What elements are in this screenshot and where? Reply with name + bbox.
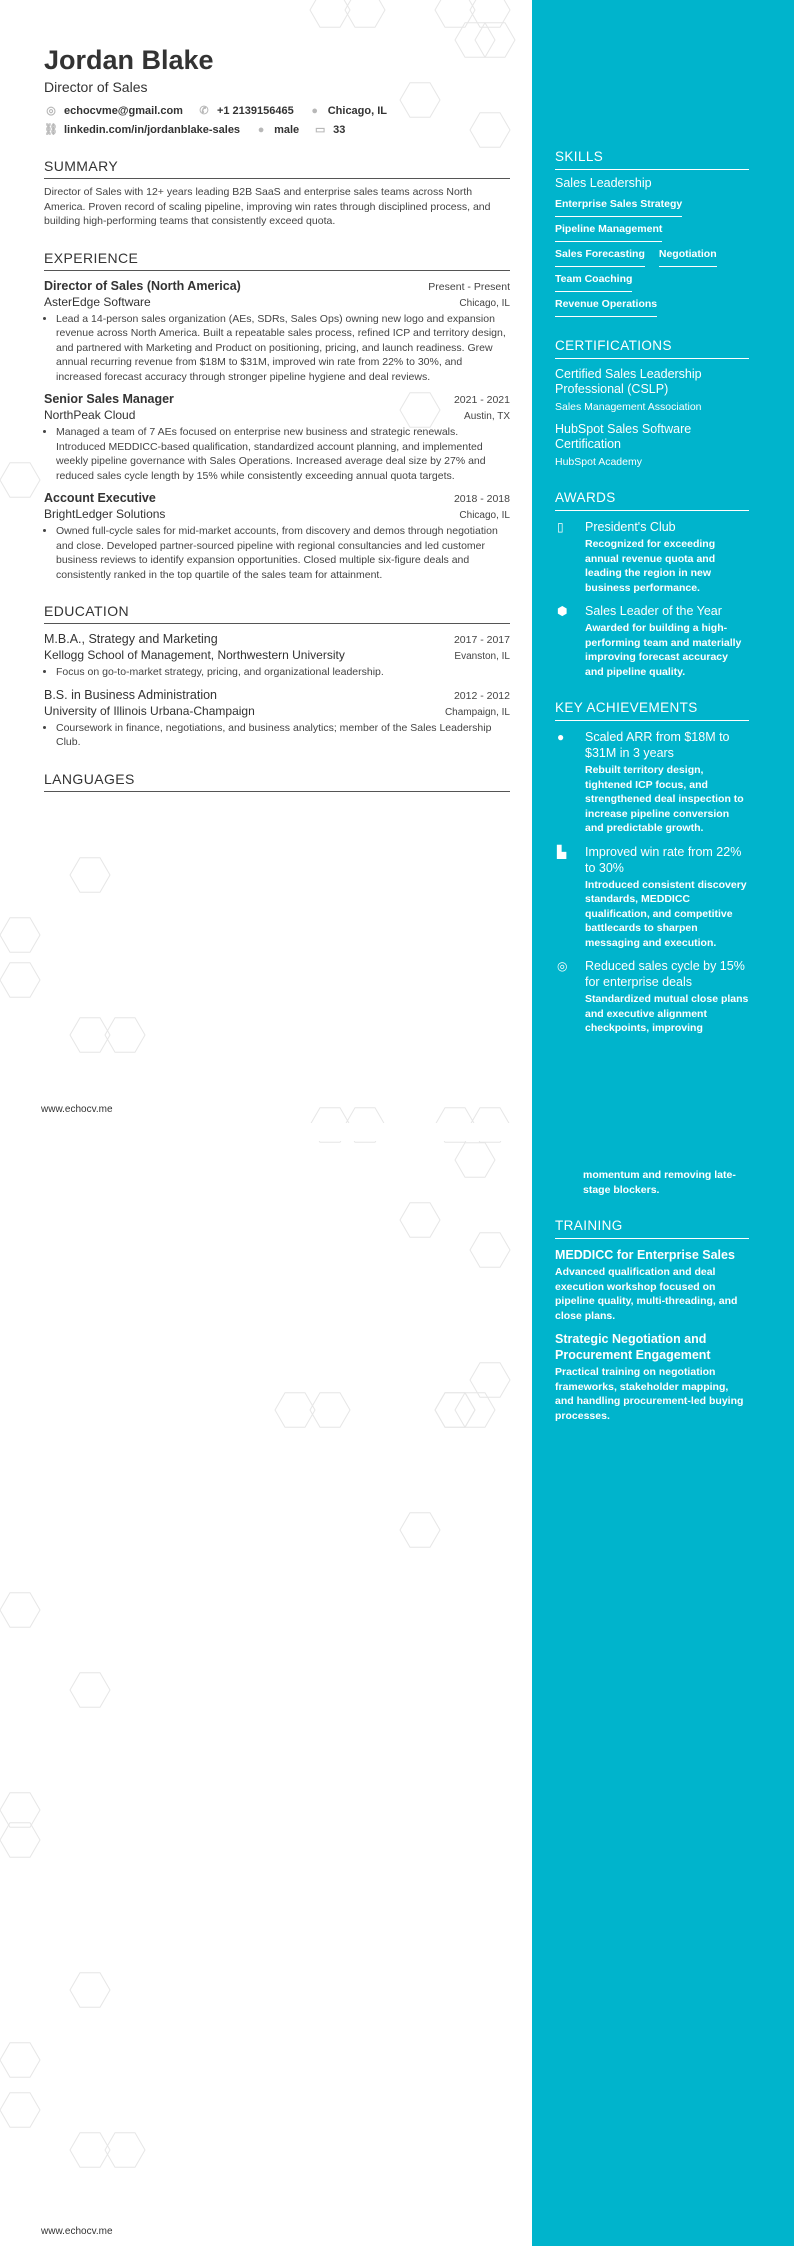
experience-list xyxy=(44,279,510,583)
awards-title: President's Club xyxy=(585,520,676,534)
experience-entry xyxy=(44,392,510,483)
entry-bullet: • Lead a 14-person sales organization (AEs, SDRs, Sales Ops) owning new logo and expansion revenue across North America. Built a repeatable sales process, refined ICP and territory design, and partnered with Marketing and Product on positioning, pricing, and launch readiness. Grew annual recurring revenue from $18M to $31M, improved win rate from 22% to 30%, and increased forecast accuracy through stronger pipeline hygiene and deal reviews. xyxy=(56,312,510,385)
phone-icon: ✆ xyxy=(199,105,209,117)
footer-site-page-1[interactable]: www.echocv.me xyxy=(41,1104,113,1115)
contact-email[interactable] xyxy=(44,102,183,120)
entry-organization: University of Illinois Urbana-Champaign xyxy=(44,703,255,718)
experience-entry xyxy=(44,279,510,385)
awards-item xyxy=(555,519,749,595)
entry-title: Account Executive xyxy=(44,491,156,505)
awards-title: Sales Leader of the Year xyxy=(585,604,722,618)
skill-tag: Team Coaching xyxy=(555,267,632,292)
entry-location: Chicago, IL xyxy=(459,510,510,521)
gender-text: male xyxy=(274,124,300,136)
document-icon: ▙ xyxy=(557,844,567,859)
entry-bullets xyxy=(44,665,510,680)
achievements-item xyxy=(555,729,749,836)
achievements-heading: KEY ACHIEVEMENTS xyxy=(555,699,749,721)
entry-bullet: • Focus on go-to-market strategy, pricing, and organizational leadership. xyxy=(56,665,510,680)
education-list xyxy=(44,632,510,750)
training-list xyxy=(555,1247,749,1423)
contact-gender xyxy=(254,121,299,139)
entry-subheader xyxy=(44,648,510,662)
sidebar-column xyxy=(555,148,749,1036)
training-title: Strategic Negotiation and Procurement Engagement xyxy=(555,1332,711,1362)
entry-date: 2021 - 2021 xyxy=(453,394,510,406)
achievements-title: Reduced sales cycle by 15% for enterprise deals xyxy=(585,959,745,989)
hexagon-shape xyxy=(0,918,40,953)
hexagon-shape xyxy=(345,0,385,27)
hexagon-shape xyxy=(70,2133,110,2168)
achievements-item xyxy=(555,844,749,951)
education-entry xyxy=(44,632,510,680)
certification-title: Certified Sales Leadership Professional (CSLP) xyxy=(555,367,702,396)
achievements-description: Rebuilt territory design, tightened ICP focus, and strengthened deal inspection to increase pipeline conversion and predictable growth. xyxy=(585,764,744,834)
entry-title: B.S. in Business Administration xyxy=(44,687,217,702)
entry-header xyxy=(44,491,510,505)
training-title: MEDDICC for Enterprise Sales xyxy=(555,1248,735,1262)
achievement-desc-continued: momentum and removing late-stage blockers. xyxy=(583,1169,736,1196)
certification-list xyxy=(555,367,749,469)
mobile-icon: ▯ xyxy=(557,520,564,534)
sidebar-column-page-2 xyxy=(555,1166,749,1423)
experience-heading: EXPERIENCE xyxy=(44,249,510,271)
entry-subheader xyxy=(44,704,510,718)
achievements-description: Introduced consistent discovery standards, MEDDICC qualification, and competitive battlecards to sharpen messaging and execution. xyxy=(585,878,747,949)
hexagon-shape xyxy=(105,2133,145,2168)
hexagon-shape xyxy=(470,1363,510,1398)
skill-tag: Enterprise Sales Strategy xyxy=(555,192,682,217)
entry-location: Chicago, IL xyxy=(459,297,510,309)
certifications-heading: CERTIFICATIONS xyxy=(555,337,749,359)
awards-heading: AWARDS xyxy=(555,489,749,511)
candidate-name: Jordan Blake xyxy=(44,45,214,75)
summary-heading: SUMMARY xyxy=(44,157,510,179)
entry-date: 2017 - 2017 xyxy=(453,634,510,646)
entry-subheader xyxy=(44,295,510,309)
entry-bullets xyxy=(44,524,510,582)
main-column xyxy=(44,44,510,792)
contact-linkedin[interactable] xyxy=(44,121,240,139)
hexagon-shape xyxy=(70,1973,110,2008)
entry-subheader xyxy=(44,408,510,422)
awards-body xyxy=(585,603,749,679)
achievements-title: Scaled ARR from $18M to $31M in 3 years xyxy=(585,730,730,760)
skill-list xyxy=(555,192,749,317)
entry-header xyxy=(44,688,510,702)
hexagon-shape xyxy=(470,0,510,27)
hexagon-shape xyxy=(435,0,475,27)
training-heading: TRAINING xyxy=(555,1217,749,1239)
hexagon-shape xyxy=(0,2093,40,2128)
achievements-body xyxy=(585,729,749,836)
achievements-body xyxy=(585,958,749,1036)
link-icon: ⛓ xyxy=(44,124,58,136)
page-separator xyxy=(0,1123,532,1141)
achievements-item xyxy=(555,958,749,1036)
entry-header xyxy=(44,632,510,646)
entry-bullets xyxy=(44,721,510,750)
hexagon-shape xyxy=(105,1018,145,1053)
training-description: Practical training on negotiation frameworks, stakeholder mapping, and handling procurement-led buying processes. xyxy=(555,1366,744,1422)
skill-tag: Pipeline Management xyxy=(555,217,662,242)
calendar-icon: ▭ xyxy=(314,124,326,136)
contact-phone[interactable] xyxy=(197,102,294,120)
hexagon-shape xyxy=(455,1143,495,1178)
certification-issuer: HubSpot Academy xyxy=(555,456,642,468)
entry-bullets xyxy=(44,425,510,483)
entry-location: Austin, TX xyxy=(464,411,510,422)
certification-title: HubSpot Sales Software Certification xyxy=(555,422,692,451)
cube-icon: ⬢ xyxy=(557,604,568,618)
education-heading: EDUCATION xyxy=(44,602,510,624)
entry-organization: NorthPeak Cloud xyxy=(44,408,136,422)
hexagon-shape xyxy=(310,0,350,27)
training-description: Advanced qualification and deal execution workshop focused on pipeline quality, multi-threading, and close plans. xyxy=(555,1266,738,1322)
map-pin-icon: ● xyxy=(311,105,319,117)
award-list xyxy=(555,519,749,679)
candidate-role: Director of Sales xyxy=(44,79,148,95)
contact-row-2 xyxy=(44,121,510,139)
achievements-title: Improved win rate from 22% to 30% xyxy=(585,844,742,875)
hexagon-shape xyxy=(0,1823,40,1858)
entry-subheader xyxy=(44,507,510,521)
hexagon-shape xyxy=(0,1793,40,1828)
contact-age xyxy=(313,121,345,139)
achievements-body xyxy=(585,844,749,951)
awards-item xyxy=(555,603,749,679)
entry-organization: BrightLedger Solutions xyxy=(44,507,166,521)
entry-bullet: • Managed a team of 7 AEs focused on enterprise new business and strategic renewals. Introduced MEDDICC-based qualification, standardized account planning, and implemented weekly pipeline governance with Sales Operations. Increased average deal size by 27% and reduced sales cycle length by 15% while consistently exceeding annual quota targets. xyxy=(56,425,510,483)
hexagon-shape xyxy=(275,1393,315,1428)
chat-bubble-icon: ● xyxy=(557,730,565,744)
skills-heading: SKILLS xyxy=(555,148,749,170)
entry-date: 2018 - 2018 xyxy=(453,493,510,505)
hexagon-shape xyxy=(70,1018,110,1053)
hexagon-shape xyxy=(70,1673,110,1708)
hexagon-shape xyxy=(400,1513,440,1548)
hexagon-shape xyxy=(0,963,40,998)
entry-location: Champaign, IL xyxy=(444,706,510,718)
target-icon: ◎ xyxy=(557,959,568,973)
entry-date: Present - Present xyxy=(428,280,510,293)
linkedin-text: linkedin.com/in/jordanblake-sales xyxy=(64,124,241,136)
summary-text: Director of Sales with 12+ years leading B2B SaaS and enterprise sales teams across North America. Proven record of scaling pipeline, improving win rates through disciplined process, and building high-performing teams that consistently exceed quota. xyxy=(44,186,491,227)
entry-location: Evanston, IL xyxy=(454,651,510,662)
entry-header xyxy=(44,392,510,406)
footer-site-page-2[interactable]: www.echocv.me xyxy=(41,2226,113,2237)
skill-tag: Revenue Operations xyxy=(555,292,657,317)
location-text: Chicago, IL xyxy=(327,105,387,117)
entry-title: Senior Sales Manager xyxy=(44,392,174,406)
skill-tag: Negotiation xyxy=(659,242,717,267)
hexagon-shape xyxy=(0,1593,40,1628)
skill-primary: Sales Leadership xyxy=(555,176,652,190)
entry-title: M.B.A., Strategy and Marketing xyxy=(44,632,218,646)
hexagon-shape xyxy=(70,858,110,893)
entry-bullet: • Owned full-cycle sales for mid-market accounts, from discovery and demos through negotiation and close. Developed partner-sourced pipeline with regional consultancies and led customer business reviews to identify expansion opportunities. Closed multiple six-figure deals and consistently ranked in the top quartile of the sales team for attainment. xyxy=(56,524,510,582)
entry-bullet: • Coursework in finance, negotiations, and business analytics; member of the Sales Leadership Club. xyxy=(56,721,510,750)
languages-heading: LANGUAGES xyxy=(44,770,510,792)
entry-bullets xyxy=(44,312,510,385)
education-entry xyxy=(44,688,510,750)
entry-title: Director of Sales (North America) xyxy=(44,278,241,293)
certification-issuer: Sales Management Association xyxy=(555,401,702,413)
hexagon-shape xyxy=(400,1203,440,1238)
hexagon-shape xyxy=(0,463,40,498)
person-icon: ● xyxy=(257,124,265,136)
at-sign-icon: ◎ xyxy=(46,105,56,117)
entry-header xyxy=(44,279,510,293)
achievement-list xyxy=(555,729,749,1036)
email-text: echocvme@gmail.com xyxy=(64,105,183,117)
entry-organization: AsterEdge Software xyxy=(44,294,151,309)
entry-organization: Kellogg School of Management, Northwestern University xyxy=(44,648,345,662)
achievements-description: Standardized mutual close plans and executive alignment checkpoints, improving xyxy=(585,993,749,1034)
age-text: 33 xyxy=(333,124,346,136)
contact-row xyxy=(44,102,510,120)
phone-text: +1 2139156465 xyxy=(216,105,294,117)
hexagon-shape xyxy=(310,1393,350,1428)
experience-entry xyxy=(44,491,510,582)
entry-date: 2012 - 2012 xyxy=(453,689,510,702)
contact-location xyxy=(308,102,387,120)
awards-description: Awarded for building a high-performing team and materially improving forecast accuracy and pipeline quality. xyxy=(585,622,742,678)
skill-tag: Sales Forecasting xyxy=(555,242,645,267)
hexagon-shape xyxy=(0,2043,40,2078)
awards-body xyxy=(585,519,749,595)
awards-description: Recognized for exceeding annual revenue quota and leading the region in new business performance. xyxy=(585,538,716,594)
hexagon-shape xyxy=(470,1233,510,1268)
